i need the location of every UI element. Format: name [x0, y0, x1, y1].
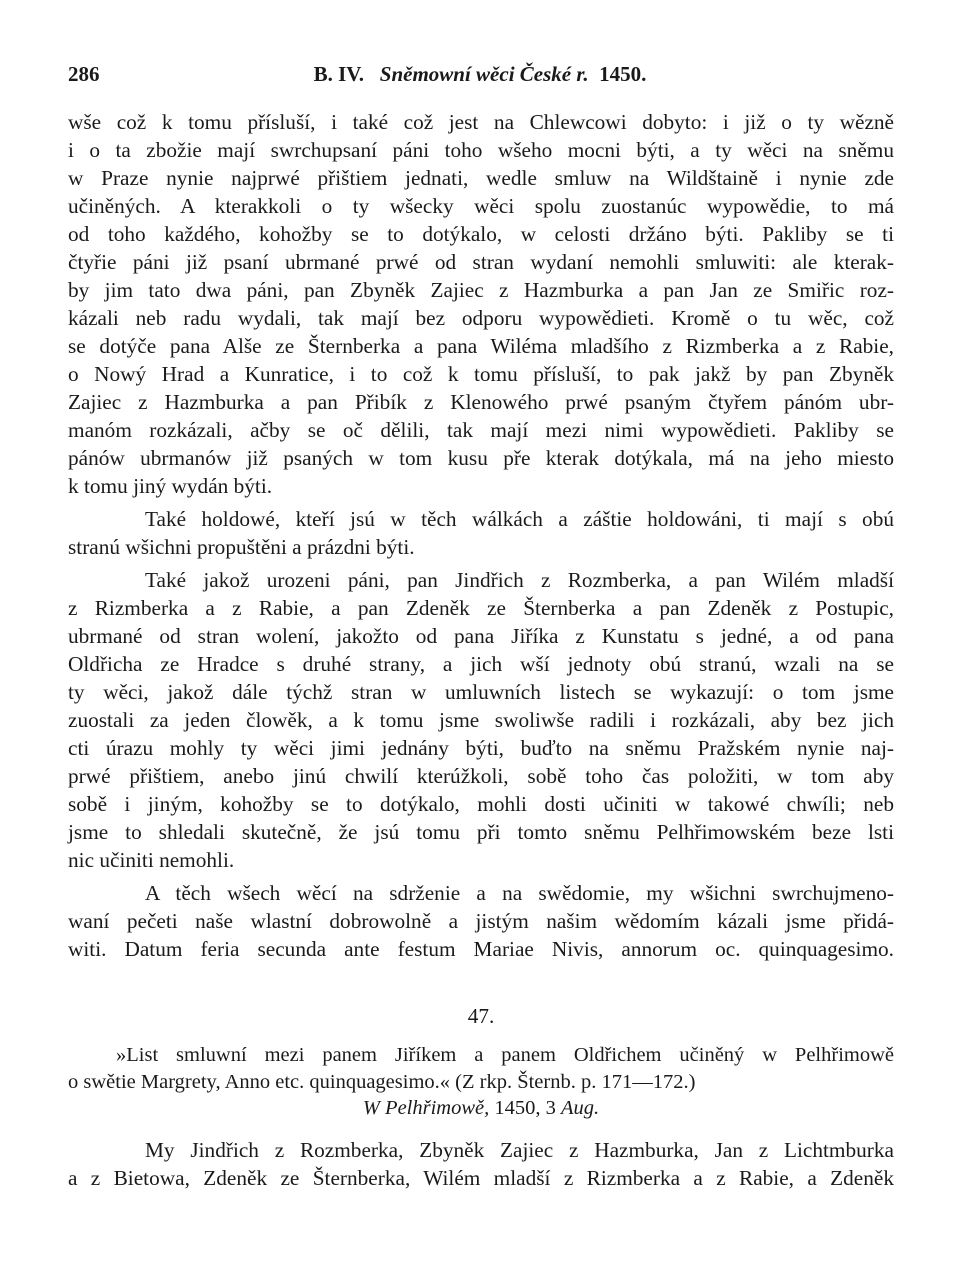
- running-head-title: Sněmowní wěci České r.: [379, 62, 589, 86]
- body-line: učiněných. A kterakkoli o ty wšecky wěci spolu zuostanúc wypowědie, to má: [68, 194, 894, 218]
- body-line: i o ta zbožie mají swrchupsaní páni toho wšeho mocni býti, a ty wěci na sněmu: [68, 138, 894, 162]
- body-line: od toho každého, kohožby se to dotýkalo, w celosti držáno býti. Pakliby se ti: [68, 222, 894, 246]
- body-line: cti úrazu mohly ty wěci jimi jednány býti, buďto na sněmu Pražském nynie naj-: [68, 736, 894, 760]
- body-line: sobě i jiným, kohožby se to dotýkalo, mohli dosti učiniti w takowé chwíli; neb: [68, 792, 894, 816]
- regest-line: »List smluwní mezi panem Jiříkem a panem Oldřichem učiněný w Pelhřimowě: [116, 1044, 894, 1066]
- body-line: by jim tato dwa páni, pan Zbyněk Zajiec z Hazmburka a pan Jan ze Smiřic roz-: [68, 278, 894, 302]
- page-header: [68, 62, 892, 92]
- body-line: w Praze nynie najprwé přištiem jednati, wedle smluw na Wildštaině i nynie zde: [68, 166, 894, 190]
- body-line: ubrmané od stran wolení, jakožto od pana Jiříka z Kunstatu s jedné, a od pana: [68, 624, 894, 648]
- body-line: witi. Datum feria secunda ante festum Mariae Nivis, annorum oc. quinquagesimo.: [68, 937, 894, 961]
- regest-line: o swětie Margrety, Anno etc. quinquagesimo.« (Z rkp. Šternb. p. 171—172.): [68, 1071, 696, 1093]
- body-line: wše což k tomu přísluší, i také což jest na Chlewcowi dobyto: i již o ty wězně: [68, 110, 894, 134]
- body-line: ty wěci, jakož dále týchž stran w umluwních listech se wykazují: o tom jsme: [68, 680, 894, 704]
- page-number: 286: [68, 62, 100, 86]
- text-line: a z Bietowa, Zdeněk ze Šternberka, Wilém mladší z Rizmberka a z Rabie, a Zdeněk: [68, 1166, 894, 1190]
- body-line: pánów ubrmanów již psaných w tom kusu pře kterak dotýkala, má na jeho miesto: [68, 446, 894, 470]
- body-line: čtyřie páni již psaní ubrmané prwé od stran wydaní nemohli smluwiti: ale kterak-: [68, 250, 894, 274]
- document-number: 47.: [467, 1004, 495, 1028]
- body-line: k tomu jiný wydán býti.: [68, 474, 273, 498]
- body-line: Také jakož urozeni páni, pan Jindřich z Rozmberka, a pan Wilém mladší: [145, 568, 894, 592]
- dateline-month: Aug.: [561, 1097, 600, 1119]
- body-line: waní pečeti naše wlastní dobrowolně a jistým našim wědomím kázali jsme přidá-: [68, 909, 894, 933]
- body-line: stranú wšichni propuštěni a prázdni býti.: [68, 535, 415, 559]
- body-line: Oldřicha ze Hradce s druhé strany, a jich wší jednoty obú stranú, wzali na se: [68, 652, 894, 676]
- body-line: kázali neb radu wydali, tak mají bez odporu wypowědieti. Kromě o tu wěc, což: [68, 306, 894, 330]
- dateline-date: 1450, 3: [494, 1097, 556, 1119]
- body-line: nic učiniti nemohli.: [68, 848, 235, 872]
- body-line: z Rizmberka a z Rabie, a pan Zdeněk ze Šternberka a pan Zdeněk z Postupic,: [68, 596, 894, 620]
- body-line: jsme to shledali skutečně, že jsú tomu při tomto sněmu Pelhřimowském beze lsti: [68, 820, 894, 844]
- body-line: Také holdowé, kteří jsú w těch wálkách a záštie holdowáni, ti mají s obú: [145, 507, 894, 531]
- running-head: [68, 62, 892, 87]
- dateline-place: W Pelhřimowě,: [362, 1097, 490, 1119]
- running-head-section: B. IV.: [313, 62, 365, 86]
- body-line: prwé přištiem, anebo jinú chwilí kterúžkoli, sobě toho čas položiti, w tom aby: [68, 764, 894, 788]
- body-line: Zajiec z Hazmburka a pan Přibík z Klenowého prwé psaným čtyřem pánóm ubr-: [68, 390, 894, 414]
- body-line: zuostali za jeden člowěk, a k tomu jsme swoliwše radili i rozkázali, aby bez jich: [68, 708, 894, 732]
- text-line: My Jindřich z Rozmberka, Zbyněk Zajiec z Hazmburka, Jan z Lichtmburka: [145, 1138, 894, 1162]
- running-head-year: 1450.: [599, 62, 647, 86]
- body-line: se dotýče pana Alše ze Šternberka a pana Wiléma mladšího z Rizmberka a z Rabie,: [68, 334, 894, 358]
- body-line: A těch wšech wěcí na sdrženie a na swědomie, my wšichni swrchujmeno-: [145, 881, 894, 905]
- body-line: o Nowý Hrad a Kunratice, i to což k tomu přísluší, to pak jakž by pan Zbyněk: [68, 362, 894, 386]
- body-line: manóm rozkázali, ačby se oč dělili, tak mají mezi nimi wypowědieti. Pakliby se: [68, 418, 894, 442]
- dateline: [68, 1094, 894, 1122]
